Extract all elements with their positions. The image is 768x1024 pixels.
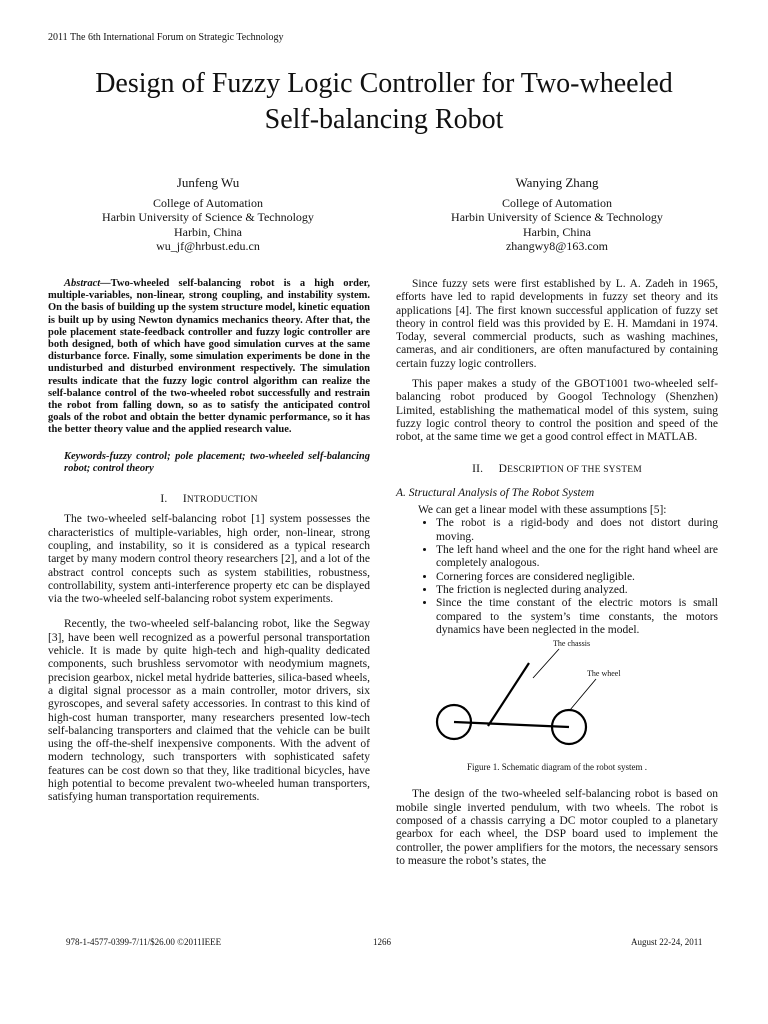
author-dept: College of Automation xyxy=(153,195,263,210)
figure-caption: Figure 1. Schematic diagram of the robot system . xyxy=(467,762,647,773)
list-item: • The robot is a rigid-body and does not distort during moving. xyxy=(436,517,718,544)
assumptions-list xyxy=(396,517,718,637)
section-heading-introduction xyxy=(48,493,370,507)
fuzzy-history-paragraph: Since fuzzy sets were first established by L. A. Zadeh in 1965, efforts have led to rapid developments in fuzzy set theory and its applications [4]. The first known successful application of fuzzy set theory in control field was this provided by E. H. Mamdani in 1974. Today, several commercial products, such as washing machines, cameras, and air conditioners, are often manufactured by containing certain fuzzy logic controllers. xyxy=(396,278,718,370)
author-city: Harbin, China xyxy=(523,224,591,239)
author-email: wu_jf@hrbust.edu.cn xyxy=(156,239,260,253)
section-heading-description xyxy=(396,463,718,477)
intro-paragraph-1: The two-wheeled self-balancing robot [1] system possesses the characteristics of multiple-variables, high order, non-linear, strong coupling, and instability, so it is considered as a typical research target by many modern control theory researchers [2], and a lot of the abstract control concepts such as system stabilities, robustness, controllability, system anti-interference property etc can be displayed via the two-wheeled self-balancing robot system experiments. xyxy=(48,513,370,606)
paper-title xyxy=(30,66,738,138)
study-paragraph: This paper makes a study of the GBOT1001 two-wheeled self-balancing robot produced by Googol Technology (Shenzhen) Limited, establishing the mathematical model of this system, suing fuzzy logic control theory to control the position and speed of the robot, at the same time we get a good control effect in MATLAB. xyxy=(396,378,718,444)
author-univ: Harbin University of Science & Technology xyxy=(451,210,663,224)
author-email: zhangwy8@163.com xyxy=(505,239,609,253)
section-number: I. xyxy=(160,493,168,506)
paper-title-line-2: Self-balancing Robot xyxy=(264,104,504,135)
robot-schematic-figure xyxy=(396,639,718,757)
abstract-text: —Two-wheeled self-balancing robot is a high order, multiple-variables, non-linear, strong coupling, and instability system. On the basis of building up the system structure model, kinetic equation is built up by using Newton dynamics mechanics theory. After that, the pole placement state-feedback controller and fuzzy logic controller are both designed, both of which have good simulation curves at the same disturbance force. Finally, some simulation experiments be done in the undisturbed and disturbed environment respectively. The simulation results indicate that the fuzzy logic control algorithm can realize the self-balance control of the two-wheeled robot successfully and restrain the robot from falling down, so as to satisfy the anticipated control goals of the robot and obtain the better dynamic performance, so it has the better theory value and the applied research value. xyxy=(48,278,370,436)
section-title-rest: NTRODUCTION xyxy=(186,495,258,506)
wheel-leader-line xyxy=(570,679,596,710)
chassis-label: The chassis xyxy=(553,639,591,649)
paper-title-line-1: Design of Fuzzy Logic Controller for Two-wheeled xyxy=(95,68,673,99)
author-name: Wanying Zhang xyxy=(515,175,599,190)
abstract-label: Abstract xyxy=(64,278,101,289)
chassis-body xyxy=(488,663,529,726)
conference-header: 2011 The 6th International Forum on Strategic Technology xyxy=(48,32,284,43)
list-item: • Since the time constant of the electric motors is small compared to the system’s time constants, the motors dynamics have been neglected in the model. xyxy=(436,597,718,637)
section-number: II. xyxy=(472,462,484,475)
author-block-1 xyxy=(58,176,358,254)
assumptions-intro: We can get a linear model with these assumptions [5]: xyxy=(418,504,667,517)
author-univ: Harbin University of Science & Technology xyxy=(102,210,314,224)
author-name: Junfeng Wu xyxy=(176,175,240,190)
list-item: • Cornering forces are considered negligible. xyxy=(436,571,718,584)
design-paragraph: The design of the two-wheeled self-balancing robot is based on mobile single inverted pendulum, with two wheels. The robot is composed of a chassis carrying a DC motor coupled to a planetary gearbox for each wheel, the DSP board used to implement the controller, the power amplifiers for the motors, the necessary sensors to measure the robot’s states, the xyxy=(396,788,718,867)
abstract xyxy=(48,278,370,437)
keywords: Keywords-fuzzy control; pole placement; two-wheeled self-balancing robot; control theory xyxy=(64,450,370,474)
footer-date: August 22-24, 2011 xyxy=(631,937,703,947)
subsection-heading-a: A. Structural Analysis of The Robot System xyxy=(396,486,595,499)
author-dept: College of Automation xyxy=(502,195,612,210)
author-block-2 xyxy=(407,176,707,254)
author-city: Harbin, China xyxy=(174,224,242,239)
section-initial: I xyxy=(182,493,187,506)
left-column xyxy=(48,278,370,805)
footer-isbn: 978-1-4577-0399-7/11/$26.00 ©2011IEEE xyxy=(66,937,222,947)
footer-page-number: 1266 xyxy=(373,937,391,947)
wheel-label: The wheel xyxy=(587,669,621,679)
robot-schematic-diagram xyxy=(396,639,718,757)
section-title-rest: ESCRIPTION OF THE SYSTEM xyxy=(507,464,642,475)
chassis-leader-line xyxy=(533,649,559,678)
section-initial: D xyxy=(498,462,508,475)
list-item: • The friction is neglected during analyzed. xyxy=(436,584,718,597)
intro-paragraph-2: Recently, the two-wheeled self-balancing robot, like the Segway [3], have been well recognized as a powerful personal transportation vehicle. It is made by quite high-tech and high-quality dedicated components, such brushless servomotor with neodymium magnets, precision gearbox, nickel metal hydride batteries, silica-based wheels, a digital signal processor as a main controller, motor drivers, six gyroscopes, and several safety accessories. In contrast to this kind of high-cost human transporter, many researchers presented low-tech self-balancing transporters and claimed that the vehicle can be built using the off-the-shelf inexpensive components. With the advent of modern technology, such transporters with sophisticated safety features can be cost down so that they, like traditional bicycles, have high potential to become prevalent two-wheeled human transporters, satisfying human transportation requirements. xyxy=(48,618,370,804)
right-column xyxy=(396,278,718,868)
list-item: • The left hand wheel and the one for the right hand wheel are completely analogous. xyxy=(436,544,718,571)
